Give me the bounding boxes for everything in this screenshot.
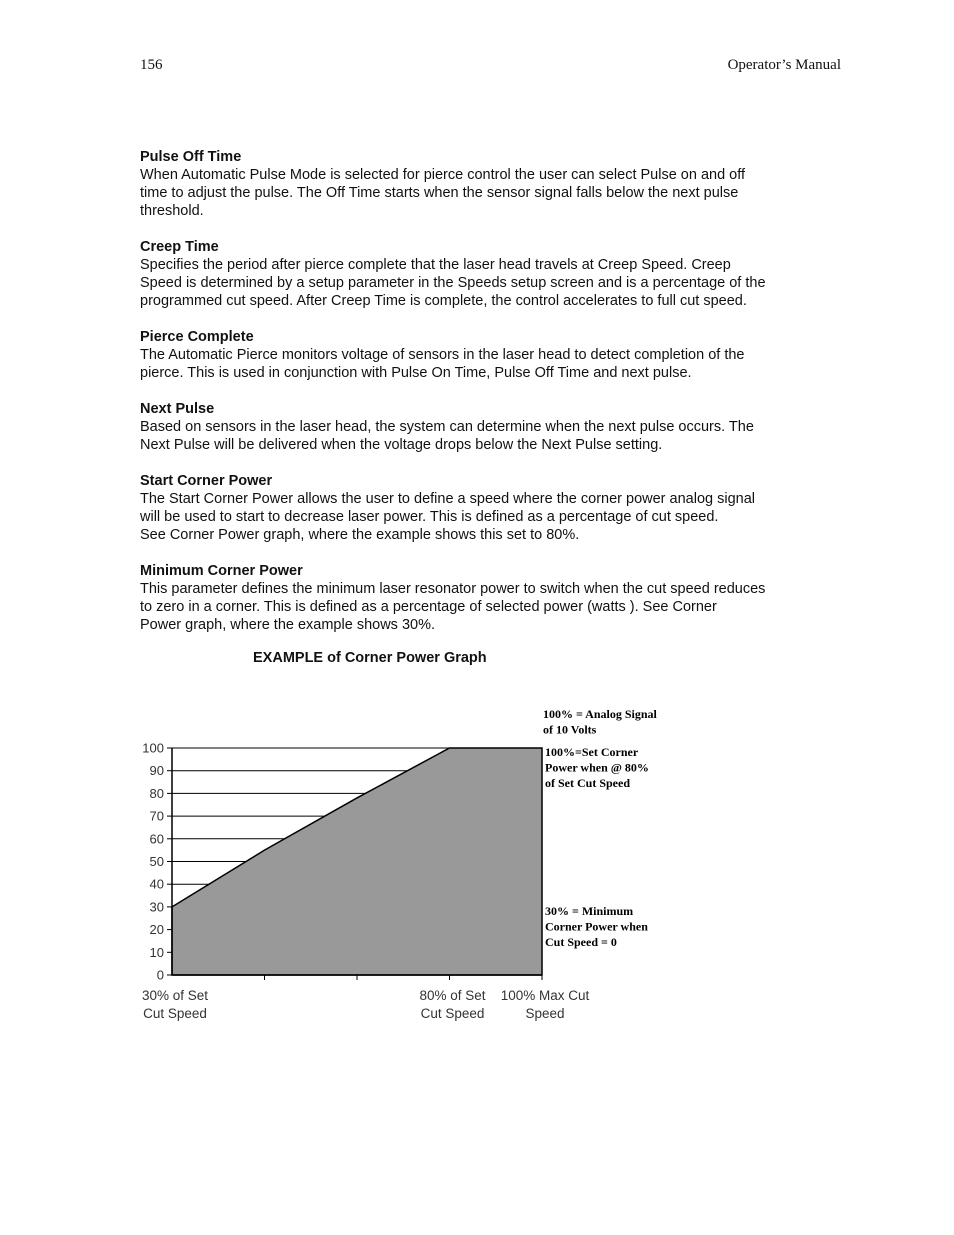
section-heading: Start Corner Power bbox=[140, 473, 273, 489]
section-minimum-corner-power bbox=[140, 562, 830, 634]
section-pulse-off-time bbox=[140, 148, 830, 220]
chart-annotation: 100%=Set Corner bbox=[545, 745, 639, 759]
section-heading: Creep Time bbox=[140, 239, 219, 255]
chart-annotation: Corner Power when bbox=[545, 919, 648, 934]
section-text: The Start Corner Power allows the user to define a speed where the corner power analog signal will be used to start to decrease laser power. This is defined as a percentage of cut speed. See Corner Power graph, where the example shows this set to 80%. bbox=[140, 491, 755, 543]
document-body bbox=[140, 148, 830, 652]
section-heading: Pulse Off Time bbox=[140, 149, 242, 165]
section-next-pulse bbox=[140, 400, 830, 454]
page-number: 156 bbox=[140, 57, 163, 73]
section-heading: Pierce Complete bbox=[140, 329, 254, 345]
x-tick-label: 100% Max Cut bbox=[500, 988, 590, 1003]
graph-title: EXAMPLE of Corner Power Graph bbox=[253, 650, 487, 666]
y-tick-label: 80 bbox=[149, 785, 164, 801]
section-pierce-complete bbox=[140, 328, 830, 382]
chart-annotation: Cut Speed = 0 bbox=[545, 935, 617, 949]
section-heading: Minimum Corner Power bbox=[140, 563, 303, 579]
section-creep-time bbox=[140, 238, 830, 310]
section-text: The Automatic Pierce monitors voltage of sensors in the laser head to detect completion of the pierce. This is used in conjunction with Pulse On Time, Pulse Off Time and next pulse. bbox=[140, 347, 745, 381]
chart-annotation: of Set Cut Speed bbox=[545, 776, 631, 790]
y-tick-label: 0 bbox=[156, 967, 164, 983]
y-tick-label: 30 bbox=[149, 899, 164, 915]
section-text: When Automatic Pulse Mode is selected for pierce control the user can select Pulse on and off time to adjust the pulse. The Off Time starts when the sensor signal falls below the next pulse threshold. bbox=[140, 167, 746, 219]
section-text: Specifies the period after pierce complete that the laser head travels at Creep Speed. Creep Speed is determined by a setup parameter in the Speeds setup screen and is a percentage of the programmed cut speed. After Creep Time is complete, the control accelerates to full cut speed. bbox=[140, 257, 766, 309]
chart-annotation: 30% = Minimum bbox=[545, 904, 634, 918]
y-tick-label: 100 bbox=[142, 740, 164, 756]
section-start-corner-power bbox=[140, 472, 830, 544]
section-text: This parameter defines the minimum laser resonator power to switch when the cut speed reduces to zero in a corner. This is defined as a percentage of selected power (watts ). See Corner Power graph, where the example shows 30%. bbox=[140, 581, 766, 633]
x-tick-label: Speed bbox=[525, 1006, 565, 1021]
y-tick-label: 60 bbox=[149, 831, 164, 847]
section-heading: Next Pulse bbox=[140, 401, 215, 417]
x-tick-label: Cut Speed bbox=[420, 1006, 485, 1021]
y-tick-label: 50 bbox=[149, 854, 164, 869]
section-text: Based on sensors in the laser head, the system can determine when the next pulse occurs. The Next Pulse will be delivered when the voltage drops below the Next Pulse setting. bbox=[140, 419, 754, 453]
manual-title: Operator’s Manual bbox=[727, 57, 841, 73]
chart-annotation: of 10 Volts bbox=[543, 722, 597, 737]
x-tick-label: 80% of Set bbox=[419, 988, 486, 1003]
y-tick-label: 40 bbox=[149, 876, 164, 892]
chart-annotation: 100% = Analog Signal bbox=[543, 707, 657, 721]
x-tick-label: 30% of Set bbox=[141, 988, 209, 1003]
y-tick-label: 20 bbox=[149, 922, 164, 938]
x-tick-label: Cut Speed bbox=[143, 1006, 207, 1021]
y-tick-label: 90 bbox=[149, 763, 164, 779]
y-tick-label: 70 bbox=[149, 808, 164, 824]
y-tick-label: 10 bbox=[149, 944, 164, 960]
corner-power-chart bbox=[135, 695, 695, 1030]
chart-annotation: Power when @ 80% bbox=[545, 760, 649, 775]
